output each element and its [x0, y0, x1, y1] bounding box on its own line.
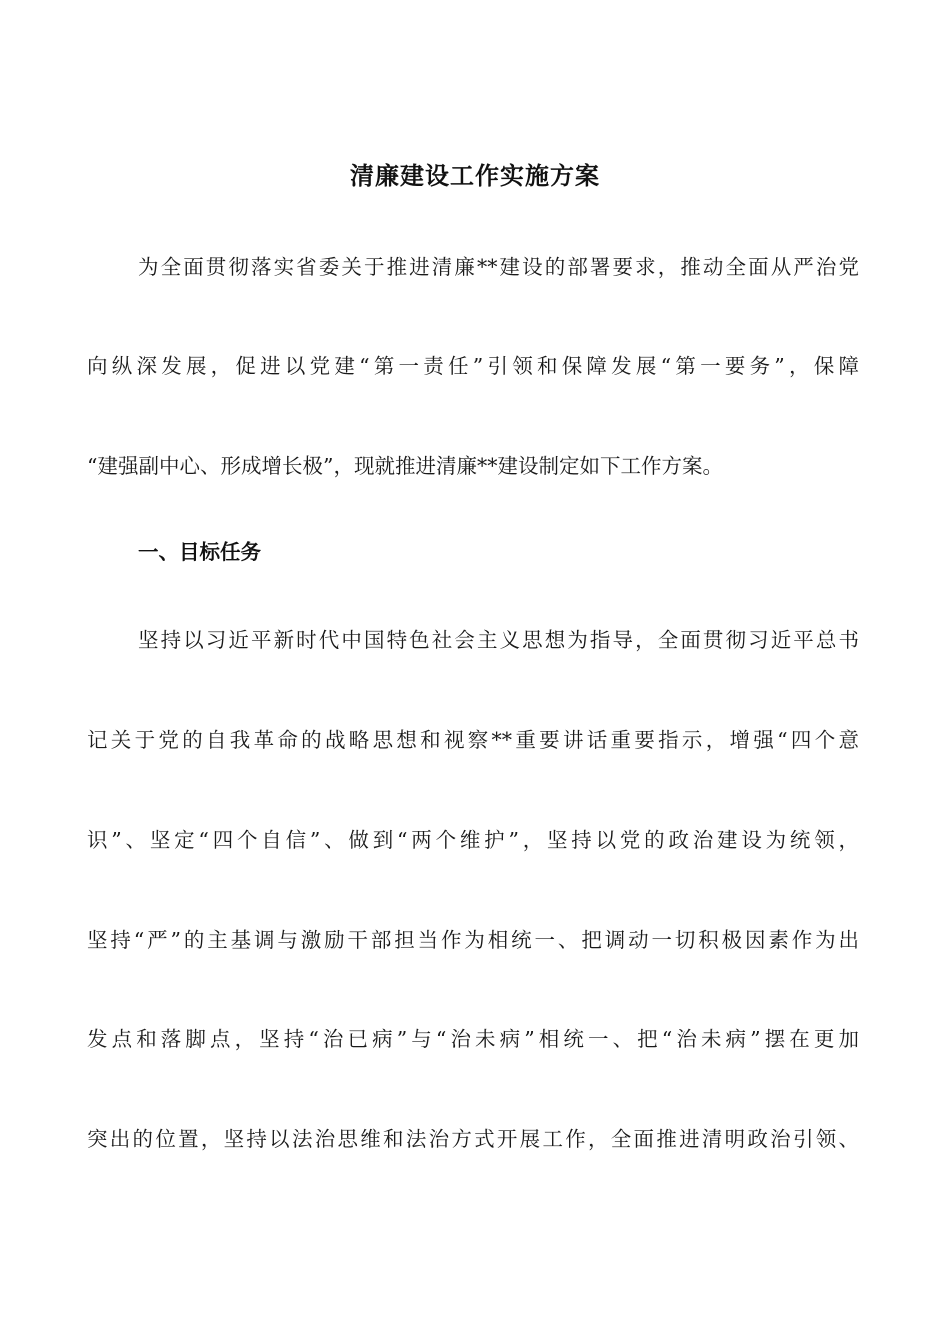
body-line-4: 坚持“严”的主基调与激励干部担当作为相统一、把调动一切积极因素作为出	[87, 928, 859, 952]
body-line-2: 记关于党的自我革命的战略思想和视察**重要讲话重要指示，增强“四个意	[87, 728, 859, 752]
intro-line-1: 为全面贯彻落实省委关于推进清廉**建设的部署要求，推动全面从严治党	[138, 255, 859, 279]
body-line-5: 发点和落脚点，坚持“治已病”与“治未病”相统一、把“治未病”摆在更加	[87, 1027, 859, 1051]
body-line-1: 坚持以习近平新时代中国特色社会主义思想为指导，全面贯彻习近平总书	[138, 628, 859, 652]
body-line-6: 突出的位置，坚持以法治思维和法治方式开展工作，全面推进清明政治引领、	[87, 1127, 859, 1151]
body-line-3: 识”、坚定“四个自信”、做到“两个维护”，坚持以党的政治建设为统领，	[87, 828, 859, 852]
document-title: 清廉建设工作实施方案	[350, 162, 600, 190]
intro-line-3: “建强副中心、形成增长极”，现就推进清廉**建设制定如下工作方案。	[87, 454, 723, 478]
section-heading: 一、目标任务	[138, 540, 261, 564]
intro-line-2: 向纵深发展，促进以党建“第一责任”引领和保障发展“第一要务”，保障	[87, 354, 859, 378]
